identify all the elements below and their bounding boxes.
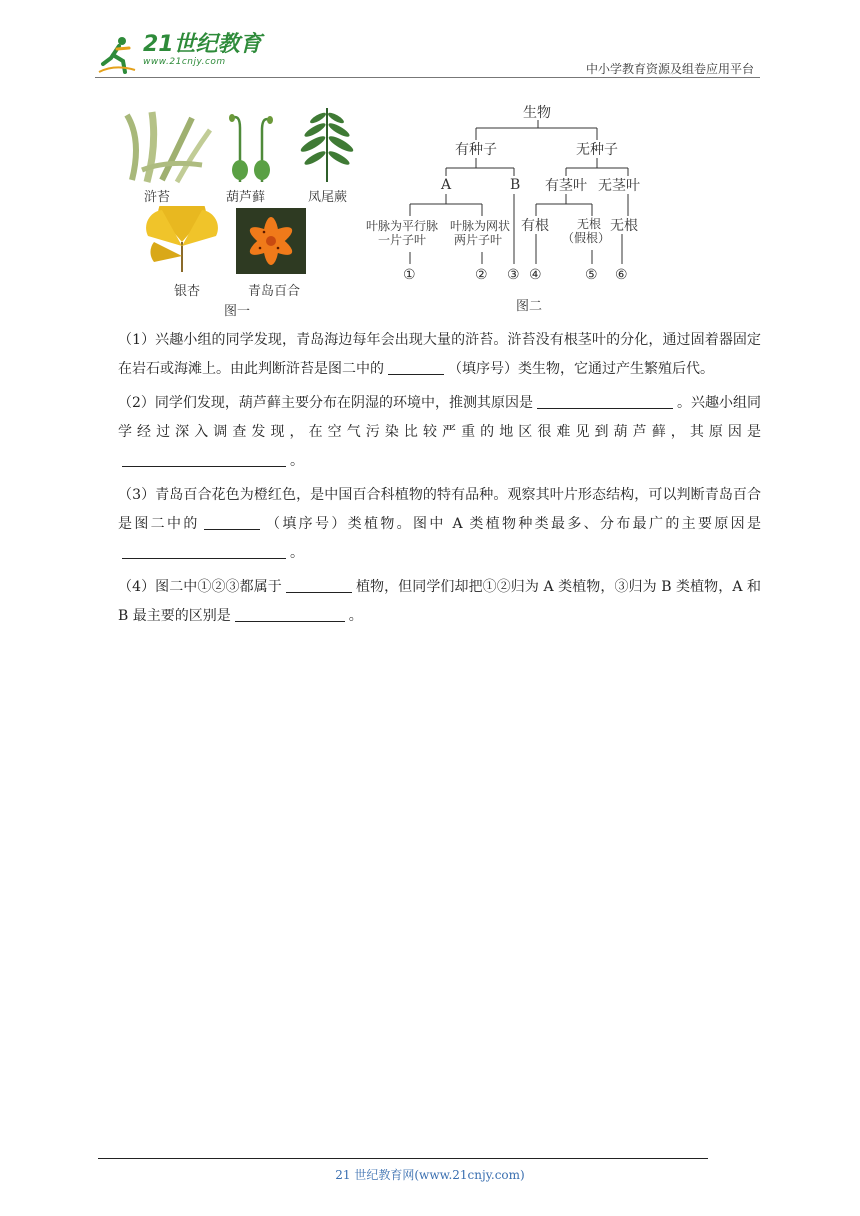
question-1 xyxy=(118,326,761,384)
label-ginkgo: 银杏 xyxy=(174,284,201,299)
node-no-stem-leaf: 无茎叶 xyxy=(598,178,640,194)
platform-title: 中小学教育资源及组卷应用平台 xyxy=(585,62,754,76)
two-cotyledon-text: 两片子叶 xyxy=(454,233,503,248)
footer-divider xyxy=(98,1158,708,1159)
runner-logo-icon xyxy=(95,34,139,78)
question-list xyxy=(118,326,761,636)
node-no-root: 无根 xyxy=(610,218,638,234)
leaf-3: ③ xyxy=(507,267,520,283)
question-2-text-a: （2）同学们发现，葫芦藓主要分布在阴湿的环境中，推测其原因是 xyxy=(118,395,533,411)
page-header xyxy=(95,28,760,80)
label-fern: 凤尾蕨 xyxy=(308,190,348,205)
fern-image xyxy=(298,104,356,184)
question-4-text-c: 。 xyxy=(348,608,363,624)
node-organisms: 生物 xyxy=(523,105,551,121)
question-2-text-b: 。兴趣小组同学经过深入调查发现，在空气污染比较严重的地区很难见到葫芦藓，其原因是 xyxy=(118,395,761,440)
question-4 xyxy=(118,573,761,631)
leaf-5: ⑤ xyxy=(585,267,598,283)
answer-blank-5[interactable] xyxy=(122,544,286,559)
moss-image xyxy=(226,108,276,184)
answer-blank-2[interactable] xyxy=(537,394,673,409)
node-net-vein xyxy=(450,219,510,248)
pseudo-root-text: （假根） xyxy=(562,231,611,246)
answer-blank-6[interactable] xyxy=(286,578,352,593)
question-1-text-b: （填序号）类生物，它通过产生繁殖后代。 xyxy=(448,361,714,377)
node-no-seed: 无种子 xyxy=(576,142,618,158)
question-4-text-b: 植物，但同学们却把①②归为 A 类植物，③归为 B 类植物，A 和 B 最主要的区别是 xyxy=(118,579,761,624)
figure-1 xyxy=(118,102,368,322)
parallel-vein-text: 叶脉为平行脉 xyxy=(366,219,439,233)
answer-blank-1[interactable] xyxy=(388,360,444,375)
seaweed-image xyxy=(122,110,212,184)
logo-sub-text: www.21cnjy.com xyxy=(143,57,226,67)
tree-lines xyxy=(360,100,660,322)
question-2-text-c: 。 xyxy=(290,453,304,469)
figure-2-caption: 图二 xyxy=(516,299,543,314)
question-4-text-a: （4）图二中①②③都属于 xyxy=(118,579,282,595)
site-logo xyxy=(95,34,262,78)
node-seed: 有种子 xyxy=(455,142,497,158)
question-1-text-a: （1）兴趣小组的同学发现，青岛海边每年会出现大量的浒苔。浒苔没有根茎叶的分化，通过固着器固定在岩石或海滩上。由此判断浒苔是图二中的 xyxy=(118,332,761,377)
net-vein-text: 叶脉为网状 xyxy=(450,219,511,233)
question-3-text-c: 。 xyxy=(290,545,304,561)
answer-blank-3[interactable] xyxy=(122,452,286,467)
label-lily: 青岛百合 xyxy=(248,284,301,299)
node-stem-leaf: 有茎叶 xyxy=(545,178,587,194)
answer-blank-7[interactable] xyxy=(235,607,345,622)
leaf-2: ② xyxy=(475,267,488,283)
node-no-root-pseudo xyxy=(562,217,611,246)
node-parallel-vein xyxy=(366,219,438,248)
question-3 xyxy=(118,481,761,568)
leaf-1: ① xyxy=(403,267,416,283)
logo-main-text: 21世纪教育 xyxy=(143,32,262,57)
ginkgo-image xyxy=(144,206,220,274)
question-3-text-b: （填序号）类植物。图中 A 类植物种类最多、分布最广的主要原因是 xyxy=(263,516,762,532)
footer-text: 21 世纪教育网(www.21cnjy.com) xyxy=(335,1168,525,1182)
label-moss: 葫芦藓 xyxy=(226,190,266,205)
leaf-4: ④ xyxy=(529,267,542,283)
lily-image xyxy=(236,208,306,274)
one-cotyledon-text: 一片子叶 xyxy=(378,233,427,248)
figure-1-caption: 图一 xyxy=(224,304,251,319)
node-a: A xyxy=(441,177,452,193)
answer-blank-4[interactable] xyxy=(204,515,260,530)
node-has-root: 有根 xyxy=(521,218,549,234)
no-root-text: 无根 xyxy=(577,217,602,231)
header-divider xyxy=(95,77,760,78)
figure-2-classification-tree xyxy=(360,100,660,322)
leaf-6: ⑥ xyxy=(615,267,628,283)
question-3-text-a: （3）青岛百合花色为橙红色，是中国百合科植物的特有品种。观察其叶片形态结构，可以判断青岛百合是图二中的 xyxy=(118,487,761,532)
label-seaweed: 浒苔 xyxy=(144,190,171,205)
node-b: B xyxy=(510,177,521,193)
question-2 xyxy=(118,389,761,476)
